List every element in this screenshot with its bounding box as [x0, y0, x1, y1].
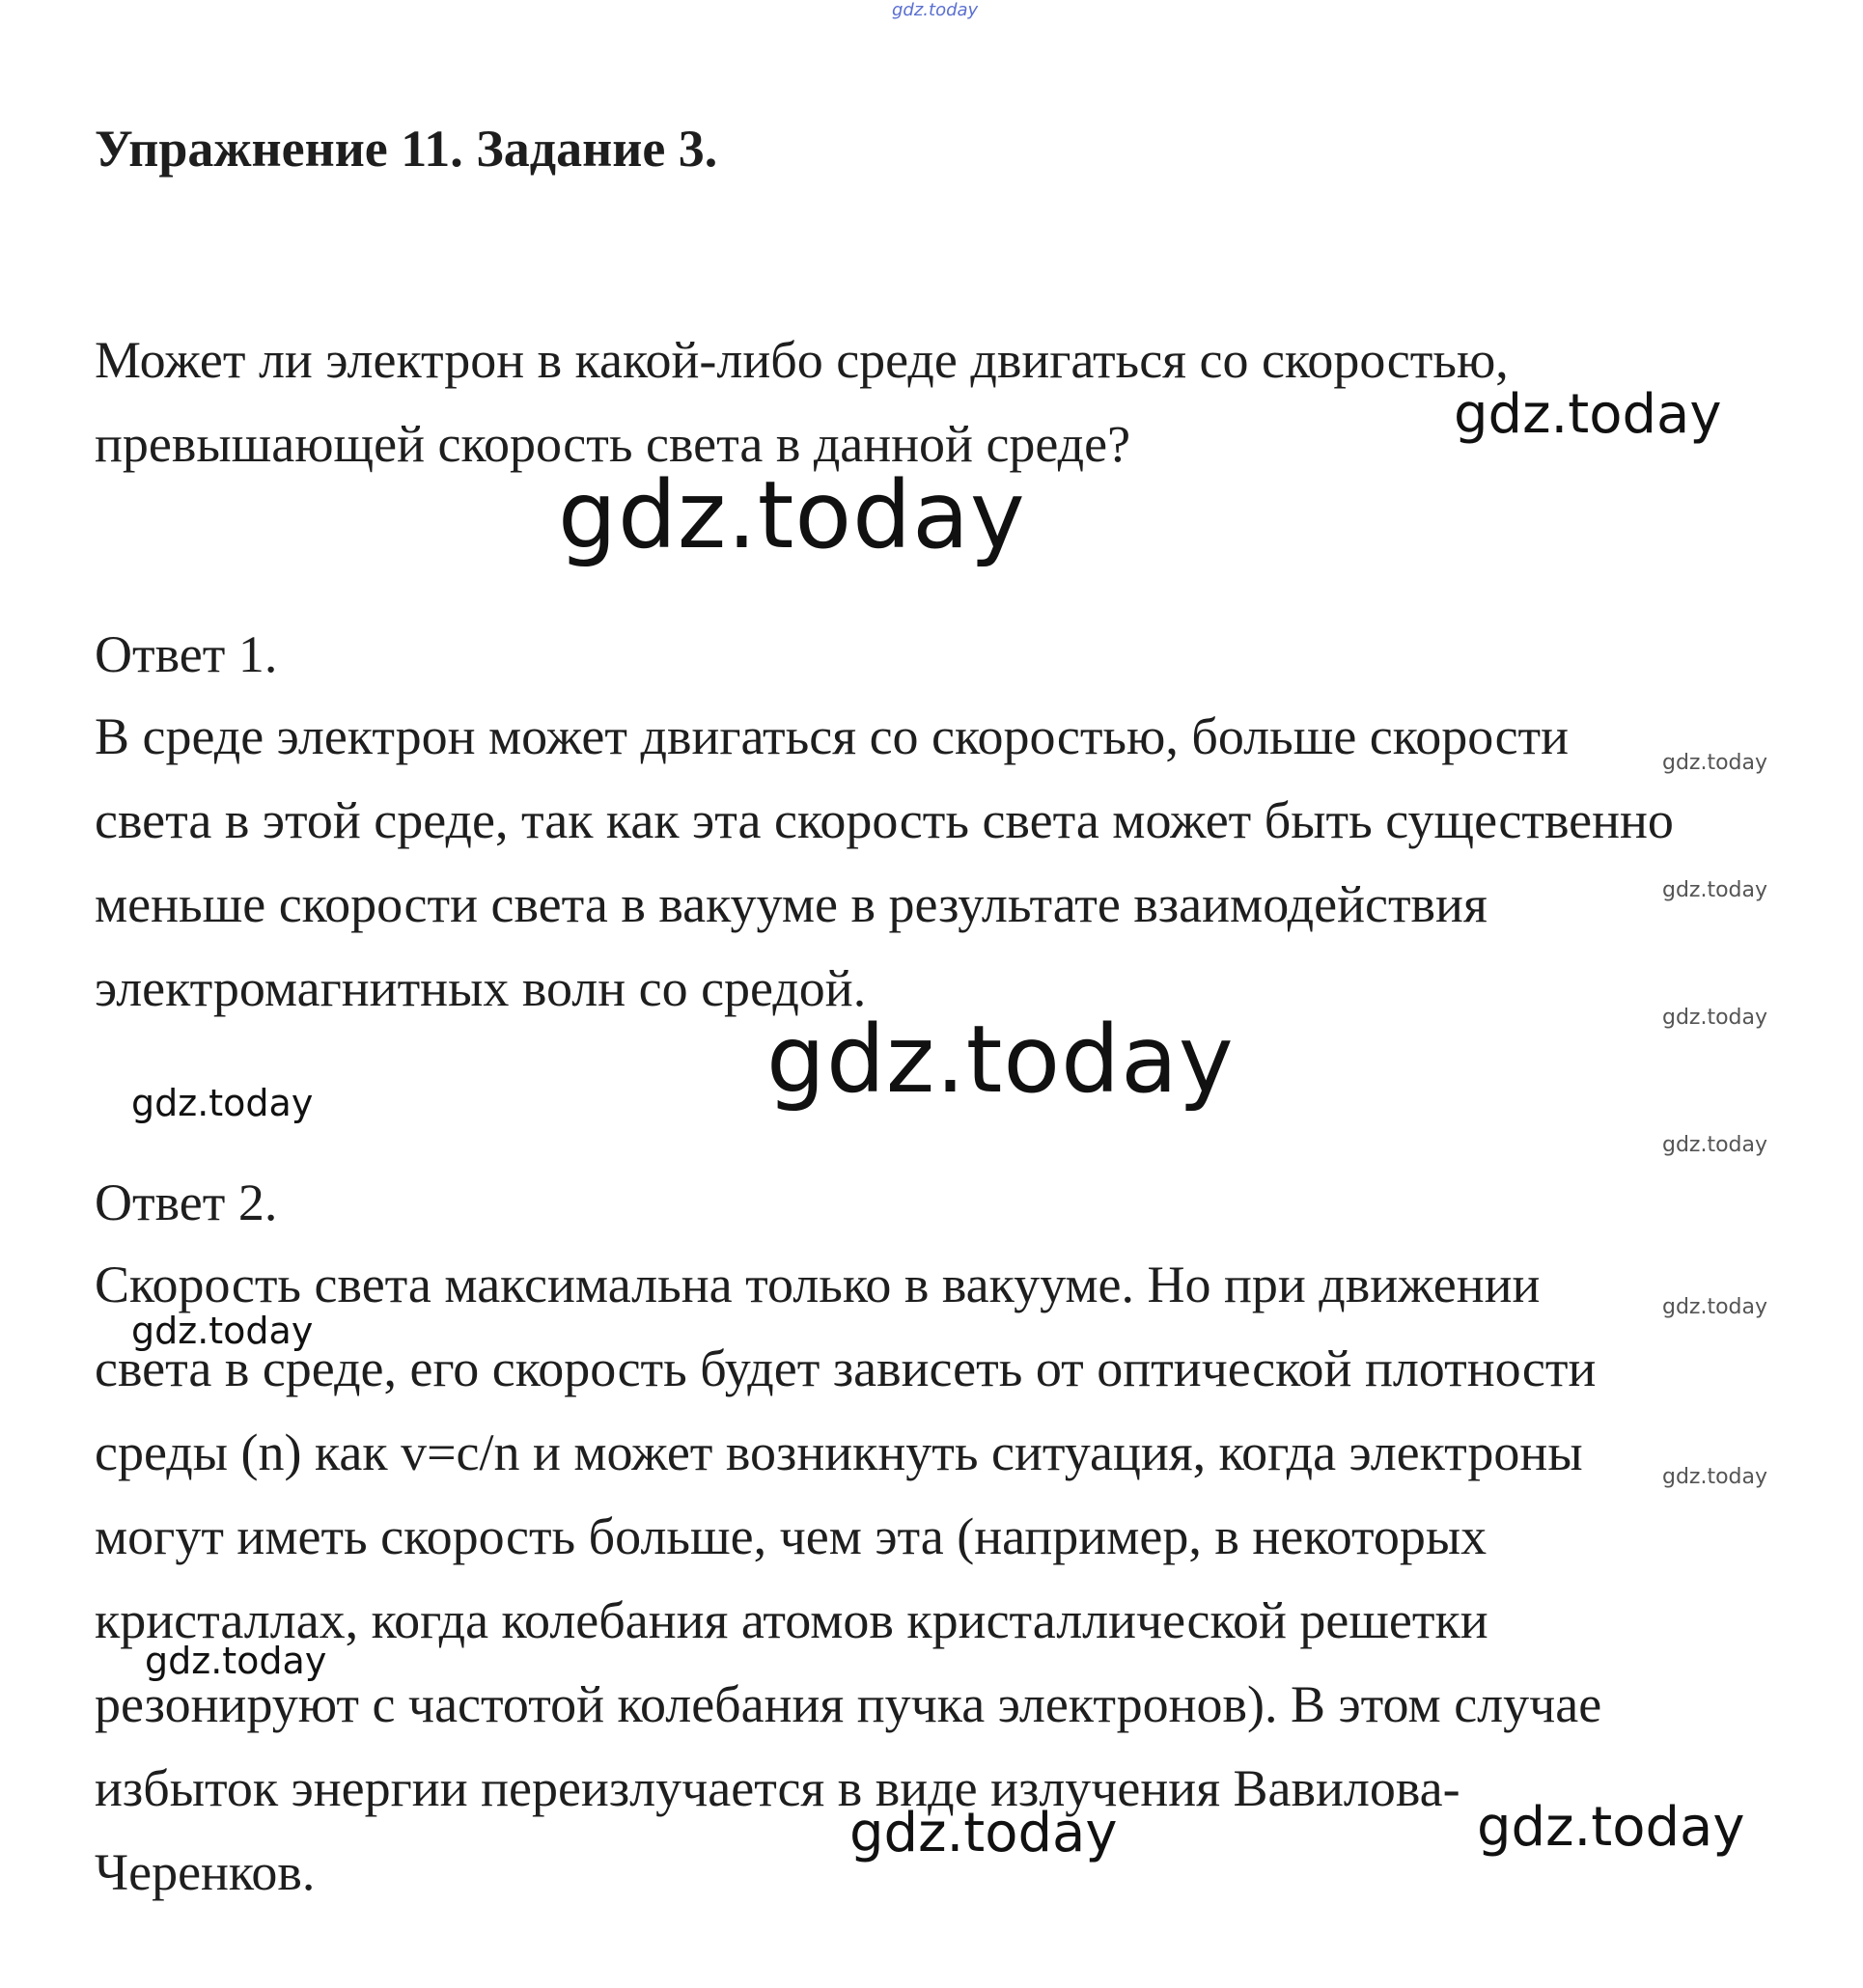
answer2-text [95, 1243, 1813, 1915]
answer2-line: кристаллах, когда колебания атомов кристаллической решетки [95, 1591, 1488, 1649]
watermark: gdz.today [131, 1310, 314, 1352]
watermark: gdz.today [1454, 383, 1722, 446]
watermark: gdz.today [1662, 878, 1768, 902]
watermark: gdz.today [1662, 1465, 1768, 1489]
watermark: gdz.today [892, 0, 979, 20]
answer2-line: среды (n) как v=c/n и может возникнуть ситуация, когда электроны [95, 1423, 1583, 1481]
answer2-line: света в среде, его скорость будет зависеть от оптической плотности [95, 1339, 1597, 1397]
watermark: gdz.today [1662, 1133, 1768, 1157]
watermark: gdz.today [558, 461, 1026, 569]
answer1-line: меньше скорости света в вакууме в результате взаимодействия [95, 875, 1488, 933]
exercise-title: Упражнение 11. Задание 3. [95, 120, 718, 178]
watermark: gdz.today [145, 1640, 327, 1682]
watermark: gdz.today [1662, 1295, 1768, 1319]
question-line: превышающей скорость света в данной среде? [95, 415, 1131, 473]
answer2-line: Черенков. [95, 1843, 316, 1901]
watermark: gdz.today [766, 1006, 1235, 1114]
watermark: gdz.today [1477, 1796, 1745, 1859]
answer1-line: света в этой среде, так как эта скорость света может быть существенно [95, 791, 1674, 849]
watermark: gdz.today [849, 1802, 1118, 1864]
answer1-line: электромагнитных волн со средой. [95, 959, 867, 1017]
answer1-heading: Ответ 1. [95, 625, 278, 683]
watermark: gdz.today [1662, 751, 1768, 775]
watermark: gdz.today [1662, 1006, 1768, 1030]
answer1-text [95, 695, 1813, 1031]
answer2-line: резонируют с частотой колебания пучка электронов). В этом случае [95, 1675, 1602, 1733]
watermark: gdz.today [131, 1082, 314, 1124]
answer2-heading: Ответ 2. [95, 1173, 278, 1231]
question-line: Может ли электрон в какой-либо среде двигаться со скоростью, [95, 331, 1509, 389]
answer1-line: В среде электрон может двигаться со скоростью, больше скорости [95, 707, 1570, 765]
question-text [95, 318, 1813, 486]
answer2-line: Скорость света максимальна только в вакууме. Но при движении [95, 1256, 1541, 1313]
answer2-line: избыток энергии переизлучается в виде излучения Вавилова- [95, 1759, 1460, 1817]
answer2-line: могут иметь скорость больше, чем эта (например, в некоторых [95, 1507, 1488, 1565]
